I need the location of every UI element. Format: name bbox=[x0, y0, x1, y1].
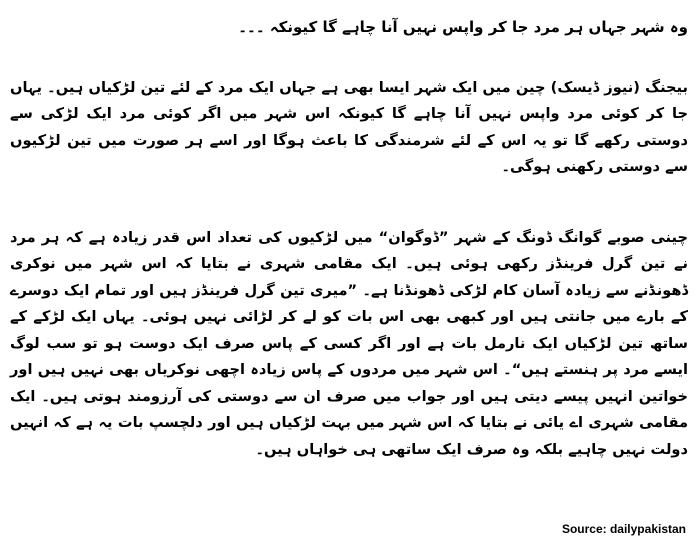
article-paragraph: چینی صوبے گوانگ ڈونگ کے شہر ”ڈوگوان“ میں لڑکیوں کی تعداد اس قدر زیادہ ہے کہ ہر مرد نے تین گرل فرینڈز رکھی ہوئی ہیں۔ ایک مقامی شہری نے بتایا کہ اس شہر میں نوکری ڈھونڈنے سے زیادہ آسان کام لڑکی ڈھونڈنا ہے۔ ”میری تین گرل فرینڈز ہیں اور تمام ایک دوسرے کے بارے میں جانتی ہیں اور کبھی بھی اس بات کو لے کر لڑائی نہیں ہوئی۔ یہاں ایک لڑکے کے ساتھ تین لڑکیاں ایک نارمل بات ہے اور اگر کسی کے پاس صرف ایک دوست ہو تو سب لوگ ایسے مرد پر ہنستے ہیں“۔ اس شہر میں مردوں کے پاس زیادہ اچھی نوکریاں بھی نہیں ہیں اور خواتین انہیں پیسے دیتی ہیں اور جواب میں صرف ان سے دوستی کی آرزومند ہوتی ہیں۔ ایک مقامی شہری اے یائی نے بتایا کہ اس شہر میں بہت لڑکیاں ہیں اور دلچسپ بات یہ ہے کہ انہیں دولت نہیں چاہیے بلکہ وہ صرف ایک ساتھی ہی خواہاں ہیں۔ bbox=[10, 228, 688, 458]
source-credit: Source: dailypakistan bbox=[561, 522, 686, 536]
article-paragraph: بیجنگ (نیوز ڈیسک) چین میں ایک شہر ایسا بھی ہے جہاں ایک مرد کے لئے تین لڑکیاں ہیں۔ یہاں جا کر کوئی مرد واپس نہیں آنا چاہے گا کیونکہ اس شہر میں اگر کوئی مرد ایک لڑکی سے دوستی رکھے گا تو یہ اس کے لئے شرمندگی کا باعث ہوگا اور اسے ہر صورت میں تین لڑکیوں سے دوستی رکھنی ہوگی۔ bbox=[10, 78, 688, 176]
article-headline: وہ شہر جہاں ہر مرد جا کر واپس نہیں آنا چاہے گا کیونکہ ۔۔۔ bbox=[238, 18, 688, 36]
